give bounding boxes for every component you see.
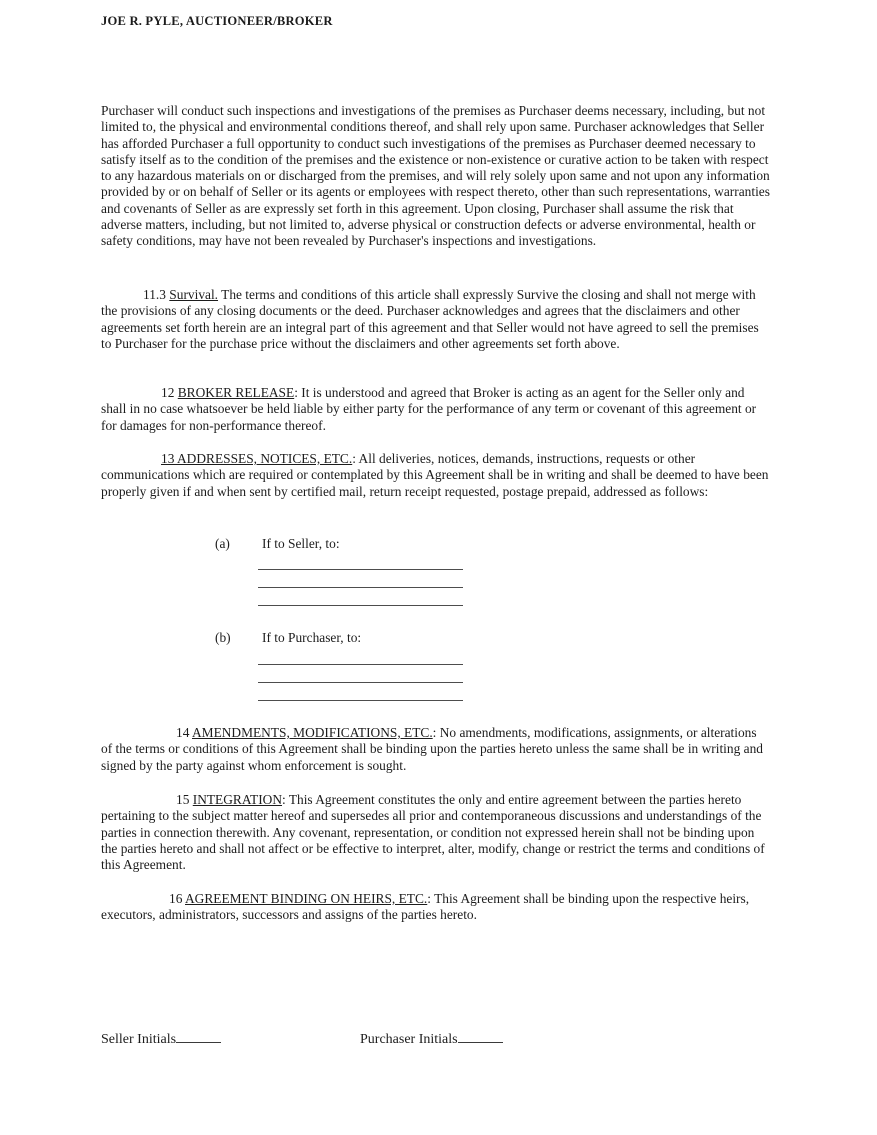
address-b-blank-line [258, 664, 463, 665]
section-16-binding-on-heirs [101, 891, 771, 924]
address-a-blank-line [258, 569, 463, 570]
address-a-text: If to Seller, to: [262, 536, 340, 551]
section-13-addresses-notices [101, 451, 771, 500]
purchaser-initials-label: Purchaser Initials [360, 1032, 458, 1047]
address-a-blank-line [258, 605, 463, 606]
section-11-3 [101, 287, 771, 352]
section-13-body: : All deliveries, notices, demands, instructions, requests or other communications which are required or contemplated by this Agreement shall be in writing and shall be deemed to have been properly given if and when sent by certified mail, return receipt requested, postage prepaid, addressed as follows: [101, 451, 769, 499]
section-14-amendments [101, 725, 771, 774]
section-16-body: : This Agreement shall be binding upon the respective heirs, executors, administrators, successors and assigns of the parties hereto. [101, 891, 750, 923]
paragraph-inspections: Purchaser will conduct such inspections and investigations of the premises as Purchaser deems necessary, including, but not limited to, the physical and environmental conditions thereof, and shall rely upon same. Purchaser acknowledges that Seller has afforded Purchaser a full opportunity to conduct such investigations of the premises as Purchaser deemed necessary to satisfy itself as to the condition of the premises and the existence or non-existence or curative action to be taken with respect to any hazardous materials on or discharged from the premises, and will rely solely upon same and not upon any information provided by or on behalf of Seller or its agents or employees with respect thereto, other than such representations, warranties and covenants of Seller as are expressly set forth in this agreement. Upon closing, Purchaser shall assume the risk that adverse matters, including, but not limited to, adverse physical or construction defects or adverse environmental, health or safety conditions, may have not been revealed by Purchaser's inspections and investigations. [101, 103, 770, 249]
address-b-label: (b) [215, 630, 231, 645]
section-12-heading: BROKER RELEASE [177, 385, 295, 400]
section-11-3-number: 11.3 [143, 287, 170, 302]
section-14-heading: AMENDMENTS, MODIFICATIONS, ETC. [192, 725, 433, 740]
address-b-blank-line [258, 700, 463, 701]
purchaser-initials-blank [458, 1029, 503, 1043]
section-14-body: : No amendments, modifications, assignments, or alterations of the terms or conditions of this Agreement shall be binding upon the parties hereto unless the same shall be in writing and signed by the party against whom enforcement is sought. [101, 725, 763, 773]
seller-initials-blank [176, 1029, 221, 1043]
section-11-3-body: The terms and conditions of this article shall expressly Survive the closing and shall not merge with the provisions of any closing documents or the deed. Purchaser acknowledges and agrees that the disclaimers and other agreements set forth herein are an integral part of this agreement and that Seller would not have agreed to sell the premises to Purchaser for the purchase price without the disclaimers and other agreements set forth above. [101, 287, 759, 351]
section-16-heading: AGREEMENT BINDING ON HEIRS, ETC. [185, 891, 428, 906]
section-16-number: 16 [169, 891, 185, 906]
section-12-number: 12 [161, 385, 178, 400]
section-11-3-heading: Survival. [169, 287, 219, 302]
purchaser-initials [360, 1029, 503, 1048]
section-12-body: : It is understood and agreed that Broker is acting as an agent for the Seller only and shall in no case whatsoever be held liable by either party for the performance of any term or covenant of this agreement or for damages for non-performance thereof. [101, 385, 757, 433]
address-b-text: If to Purchaser, to: [262, 630, 362, 645]
section-15-body: : This Agreement constitutes the only and entire agreement between the parties hereto pertaining to the subject matter hereof and supersedes all prior and contemporaneous discussions and understandings of the parties in connection therewith. Any covenant, representation, or condition not expressed herein shall not be binding upon the parties hereto and shall not affect or be effective to interpret, alter, modify, change or restrict the terms and conditions of this Agreement. [101, 792, 765, 873]
section-14-number: 14 [176, 725, 192, 740]
document-header-title: JOE R. PYLE, AUCTIONEER/BROKER [101, 14, 333, 28]
address-a-label: (a) [215, 536, 230, 551]
seller-initials [101, 1029, 221, 1048]
section-15-number: 15 [176, 792, 193, 807]
section-13-heading: 13 ADDRESSES, NOTICES, ETC. [161, 451, 353, 466]
section-15-heading: INTEGRATION [192, 792, 283, 807]
address-b-blank-line [258, 682, 463, 683]
section-12-broker-release [101, 385, 771, 434]
seller-initials-label: Seller Initials [101, 1032, 177, 1047]
section-15-integration [101, 792, 771, 873]
address-a-blank-line [258, 587, 463, 588]
